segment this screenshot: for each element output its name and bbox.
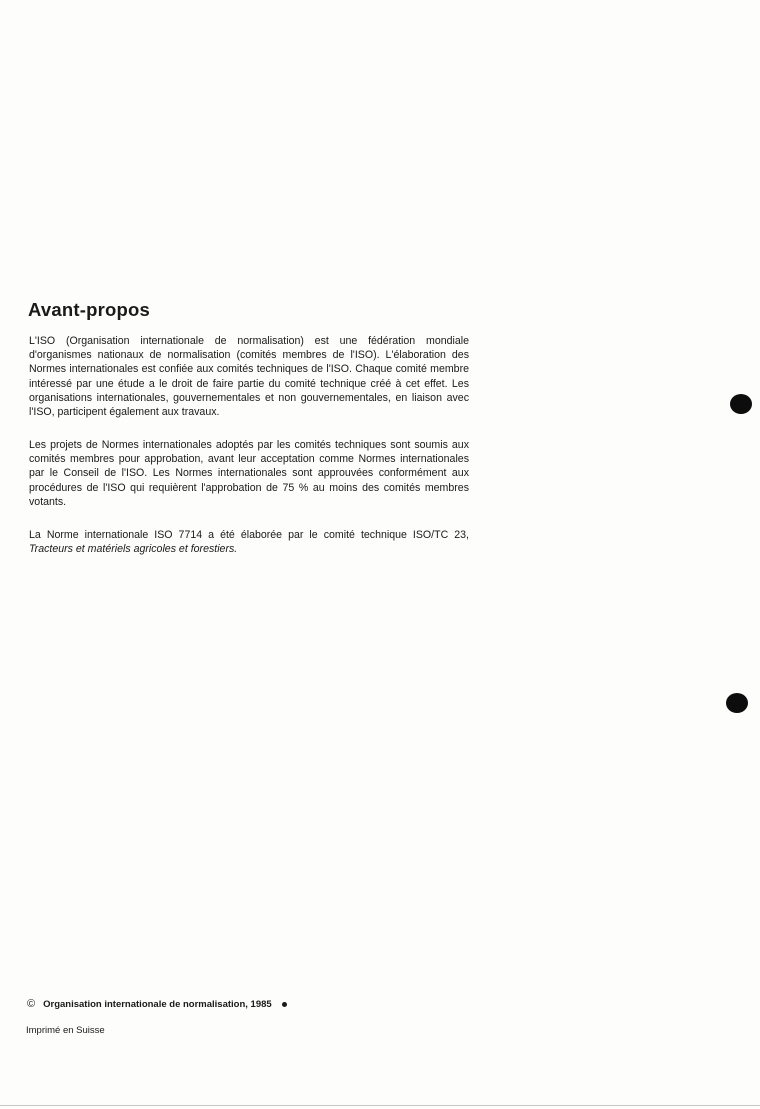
copyright-icon: ©: [27, 998, 36, 1010]
punch-hole-icon: [730, 394, 752, 414]
paragraph-standard-origin: [29, 528, 469, 556]
copyright-text: Organisation internationale de normalisation, 1985: [43, 999, 272, 1010]
page-title: Avant-propos: [28, 299, 150, 320]
bullet-dot-icon: [282, 1002, 287, 1007]
paragraph-draft-approval: Les projets de Normes internationales adoptés par les comités techniques sont soumis aux comités membres pour approbation, avant leur acceptation comme Normes internationales par le Conseil de l'ISO. Les Normes internationales sont approuvées conformément aux procédures de l'ISO qui requièrent l'approbation de 75 % au moins des comités membres votants.: [29, 439, 469, 508]
standard-origin-text: La Norme internationale ISO 7714 a été élaborée par le comité technique ISO/TC 23,: [29, 529, 469, 541]
printed-in: Imprimé en Suisse: [26, 1025, 105, 1036]
copyright-line: [27, 998, 287, 1010]
page-edge-divider: [0, 1105, 760, 1106]
paragraph-iso-intro: L'ISO (Organisation internationale de normalisation) est une fédération mondiale d'organismes nationaux de normalisation (comités membres de l'ISO). L'élaboration des Normes internationales est confiée aux comités techniques de l'ISO. Chaque comité membre intéressé par une étude a le droit de faire partie du comité technique créé à cet effet. Les organisations internationales, gouvernementales et non gouvernementales, en liaison avec l'ISO, participent également aux travaux.: [29, 335, 469, 419]
committee-title: Tracteurs et matériels agricoles et forestiers.: [29, 543, 238, 556]
punch-hole-icon: [726, 693, 748, 713]
